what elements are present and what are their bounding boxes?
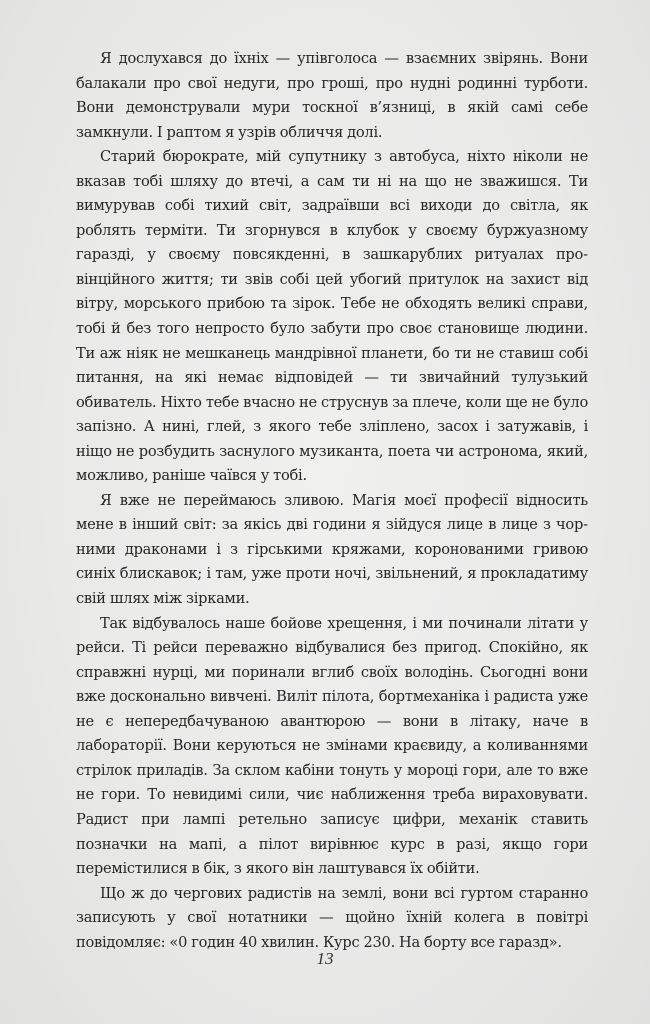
paragraph-5: Що ж до чергових радистів на землі, вони всі гуртом старанно записують у свої нотатники — щойно їхній колега в повітрі повідомляє: «0 годин 40 хвилин. Курс 230. На борту все гаразд». [76,884,588,951]
paragraph-1: Я дослухався до їхніх — упівголоса — взаємних звірянь. Вони балакали про свої недуги, про гроші, про нудні родинні турботи. Вони демонстрували мури тоскної в’язниці, в якій самі себе замкнули. І раптом я узрів обличчя долі. [76,50,588,141]
paragraph-4: Так відбувалось наше бойове хрещення, і ми починали літати у рейси. Ті рейси переважно відбувалися без пригод. Спокійно, як справжні нурці, ми поринали вглиб своїх володінь. Сьогодні вони вже досконально вивчені. Виліт пілота, бортмеханіка і радиста уже не є непередбачуваною авантюрою — вони в літаку, наче в лабораторії. Вони керуються не змінами краєвиду, а коливаннями стрілок приладів. За склом кабіни тонуть у мороці гори, але то вже не гори. То невидимі сили, чиє наближення треба вираховувати. Радист при лампі ретельно записує цифри, механік ставить позначки на мапі, а пілот вирівнює курс в разі, якщо гори перемістилися в бік, з якого він лаштувався їх обійти. [76,614,588,878]
page-number: 13 [316,949,334,968]
body-text [76,47,588,955]
paragraph-3: Я вже не переймаюсь зливою. Магія моєї професії відносить мене в інший світ: за якісь дві години я зійдуся лице в лице з чорними драконами і з гірськими кряжами, коронованими гривою синіх блискавок; і там, уже проти ночі, звільнений, я прокладатиму свій шлях між зірками. [76,491,588,608]
paragraph-2: Старий бюрократе, мій супутнику з автобуса, ніхто ніколи не вказав тобі шляху до втечі, а сам ти ні на що не зважишся. Ти вимурував собі тихий світ, задраївши всі виходи до світла, як роблять терміти. Ти згорнувся в клубок у своєму буржуазному гаразді, у своєму повсякденні, в зашкарублих ритуалах провінційного життя; ти звів собі цей убогий притулок на захист від вітру, морського прибою та зірок. Тебе не обходять великі справи, тобі й без того непросто було забути про своє становище людини. Ти аж ніяк не мешканець мандрівної планети, бо ти не ставиш собі питання, на які немає відповідей — ти звичайний тулузький обиватель. Ніхто тебе вчасно не струснув за плече, коли ще не було запізно. А нині, глей, з якого тебе зліплено, засох і затужавів, і ніщо не розбудить заснулого музиканта, поета чи астронома, який, можливо, раніше чаївся у тобі. [76,148,588,485]
